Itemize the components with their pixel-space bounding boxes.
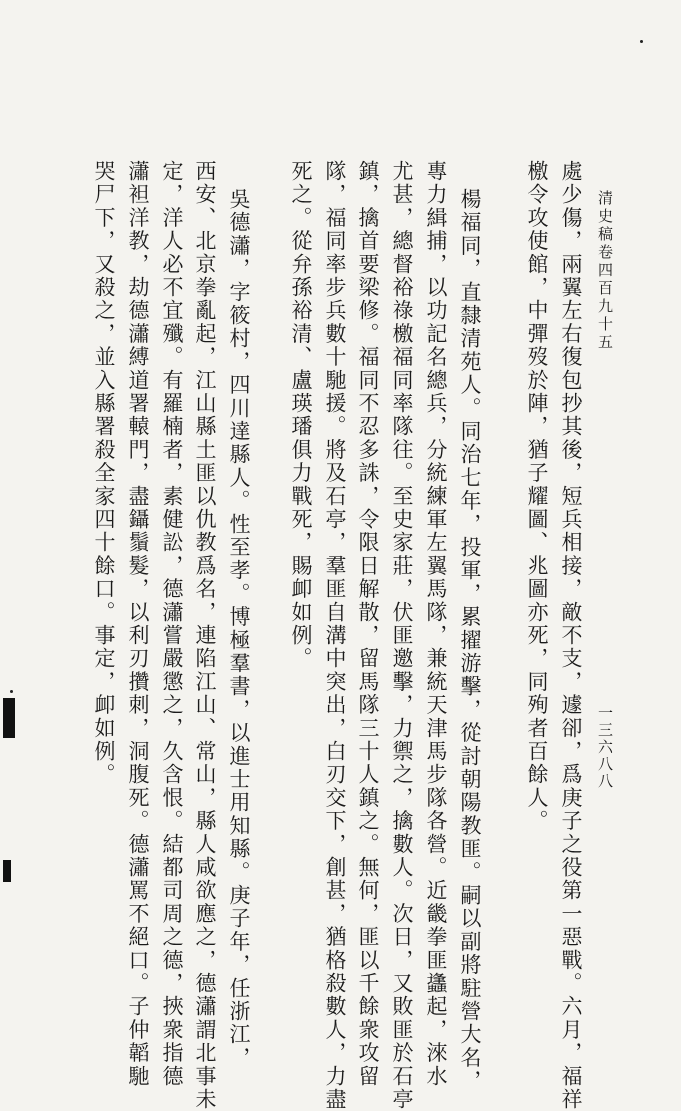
scan-edge-mark [3, 698, 15, 738]
text-column-5: 尤甚，總督裕祿檄福同率隊往。至史家莊，伏匪邀擊，力禦之，擒數人。次日，又敗匪於石亭 [390, 160, 414, 1111]
scan-edge-mark [3, 860, 11, 882]
text-column-7: 隊，福同率步兵數十馳援。將及石亭，羣匪自溝中突出，白刃交下，創甚，猶格殺數人，力盡 [323, 160, 347, 1111]
scan-speck [640, 40, 643, 43]
text-column-8: 死之。從弁孫裕清、盧瑛璠俱力戰死，賜卹如例。 [289, 160, 313, 671]
text-column-11: 定，洋人必不宜殲。有羅楠者，素健訟，德瀟嘗嚴懲之，久含恨。結都司周之德，挾衆指德 [160, 160, 184, 1088]
text-column-10: 西安、北京拳亂起，江山縣土匪以仇教爲名，連陷江山、常山，縣人咸欲應之，德瀟謂北事未 [193, 160, 217, 1111]
running-title: 清史稿卷四百九十五 [596, 190, 614, 352]
text-column-13: 哭尸下，又殺之，並入縣署殺全家四十餘口。事定，卹如例。 [92, 160, 116, 787]
text-column-12: 瀟袒洋教，劫德瀟縛道署轅門，盡鑷鬚髮，以利刃攢刺，洞腹死。德瀟罵不絕口。子仲韜馳 [126, 160, 150, 1088]
scan-speck [10, 690, 13, 693]
text-column-2: 檄令攻使館，中彈歿於陣，猶子耀圖、兆圖亦死，同殉者百餘人。 [525, 160, 549, 833]
text-column-3: 楊福同，直隸清苑人。同治七年，投軍，累擢游擊，從討朝陽教匪。嗣以副將駐營大名， [458, 188, 482, 1093]
text-column-9: 吳德瀟，字筱村，四川達縣人。性至孝。博極羣書，以進士用知縣。庚子年，任浙江， [227, 188, 251, 1070]
text-column-6: 鎮，擒首要梁修。福同不忍多誅，令限日解散，留馬隊三十人鎮之。無何，匪以千餘衆攻留 [356, 160, 380, 1088]
page-number: 一三六八八 [596, 705, 614, 790]
text-column-4: 專力緝捕，以功記名總兵，分統練軍左翼馬隊，兼統天津馬步隊各營。近畿拳匪蠭起，淶水 [424, 160, 448, 1088]
text-column-1: 處少傷，兩翼左右復包抄其後，短兵相接，敵不支，遽卻，爲庚子之役第一惡戰。六月，福祥 [559, 160, 583, 1111]
